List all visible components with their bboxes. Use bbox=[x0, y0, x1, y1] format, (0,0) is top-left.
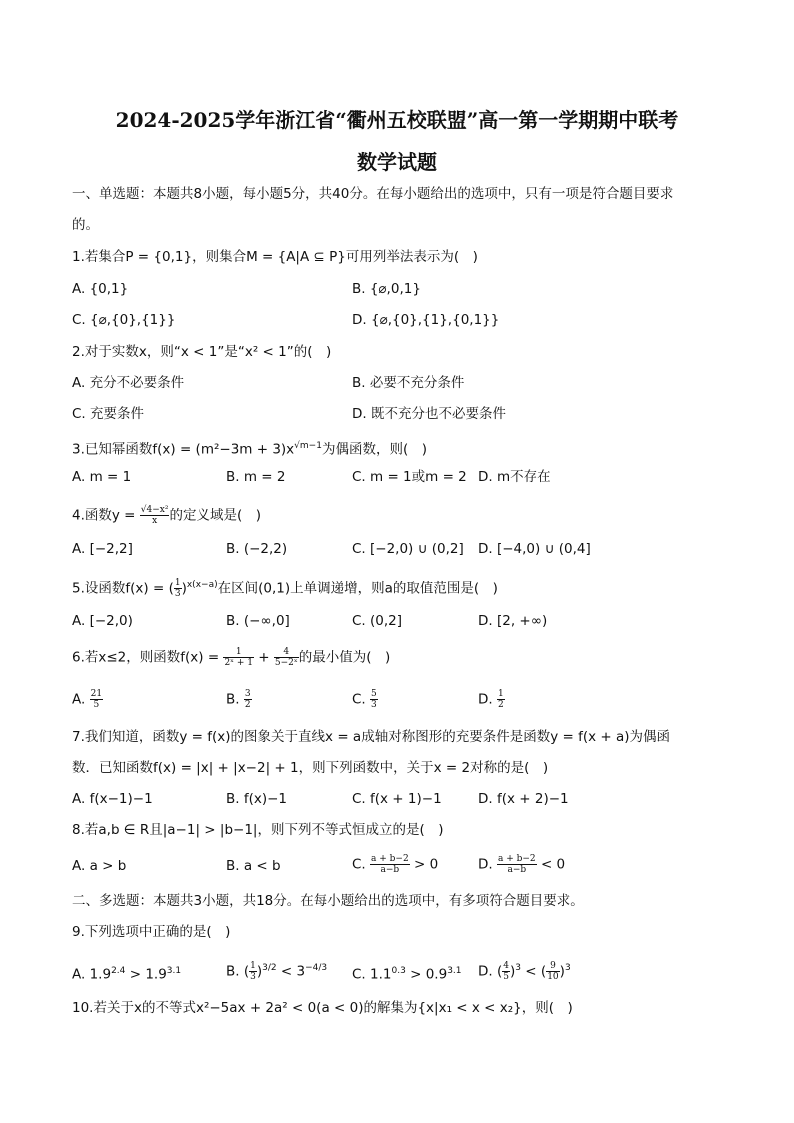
q7-option-a: A. f(x−1)−1 bbox=[72, 791, 153, 807]
q5-base bbox=[174, 578, 182, 599]
q5-option-a: A. [−2,0) bbox=[72, 613, 133, 629]
q9-d-label: D. bbox=[478, 963, 497, 980]
q9-a-exp2: 3.1 bbox=[166, 966, 182, 976]
q2-option-d: D. 既不充分也不必要条件 bbox=[352, 406, 506, 422]
q9-b-exp2: −4/3 bbox=[305, 963, 328, 973]
q5-stem-pre: 5.设函数f(x) = bbox=[72, 580, 169, 597]
q9-option-a bbox=[72, 961, 181, 985]
q9-d-rel: < bbox=[521, 963, 541, 980]
q7-option-c: C. f(x + 1)−1 bbox=[352, 791, 442, 807]
q9-d-den2: 10 bbox=[547, 972, 559, 982]
q9-d-frac1 bbox=[502, 961, 510, 982]
q9-b-den: 3 bbox=[250, 972, 256, 982]
q4-stem-pre: 4.函数y = bbox=[72, 507, 140, 524]
q8-option-d bbox=[478, 854, 565, 875]
q8-option-c bbox=[352, 854, 438, 875]
q8-c-frac bbox=[370, 854, 410, 875]
q6-stem-pre: 6.若x≤2，则函数f(x) = bbox=[72, 649, 224, 666]
q9-b-frac bbox=[249, 961, 257, 982]
q3-exponent: √m−1 bbox=[294, 441, 322, 451]
q8-d-rel: < 0 bbox=[536, 856, 566, 873]
q6-option-c bbox=[352, 689, 378, 710]
q6-b-frac bbox=[244, 689, 252, 710]
q8-c-label: C. bbox=[352, 856, 366, 873]
q9-a-exp1: 2.4 bbox=[111, 966, 126, 976]
q9-b-label: B. bbox=[226, 963, 244, 980]
q9-c-exp1: 0.3 bbox=[391, 966, 406, 976]
q3-stem bbox=[72, 436, 722, 460]
q9-a-label: A. bbox=[72, 966, 90, 983]
q5-base-den: 3 bbox=[174, 589, 181, 599]
q9-a-base1: 1.9 bbox=[89, 966, 112, 983]
q6-stem bbox=[72, 647, 722, 668]
q7-stem-line1: 7.我们知道，函数y = f(x)的图象关于直线x = a成轴对称图形的充要条件是函数y = f(x + a)为偶函 bbox=[72, 729, 671, 745]
q6-a-frac bbox=[90, 689, 103, 710]
q9-c-label: C. bbox=[352, 966, 371, 983]
q6-f1-den: 2ˣ + 1 bbox=[224, 658, 253, 668]
q5-option-d: D. [2, +∞) bbox=[478, 613, 548, 629]
q4-numerator: √4−x² bbox=[140, 505, 169, 515]
q6-a-den: 5 bbox=[93, 700, 100, 710]
q2-option-b: B. 必要不充分条件 bbox=[352, 375, 465, 391]
q3-stem-post: 为偶函数，则( ) bbox=[321, 441, 427, 458]
q2-stem: 2.对于实数x，则“x < 1”是“x² < 1”的( ) bbox=[72, 344, 332, 360]
q1-option-a: A. {0,1} bbox=[72, 281, 129, 297]
q9-option-c bbox=[352, 961, 462, 985]
q6-fraction-1 bbox=[223, 647, 254, 668]
q3-option-b: B. m = 2 bbox=[226, 469, 286, 485]
q2-option-c: C. 充要条件 bbox=[72, 406, 145, 422]
q6-f2-den: 5−2ˣ bbox=[274, 658, 298, 668]
q8-option-b: B. a < b bbox=[226, 858, 281, 874]
q6-c-num: 5 bbox=[371, 689, 377, 699]
q3-option-a: A. m = 1 bbox=[72, 469, 132, 485]
q7-option-d: D. f(x + 2)−1 bbox=[478, 791, 569, 807]
q9-a-base2: 1.9 bbox=[145, 966, 167, 983]
q6-f1-num: 1 bbox=[223, 647, 254, 658]
q9-d-num1: 4 bbox=[503, 961, 509, 971]
q9-option-b: B. ( $\frac{1}{3}$ )$^{3/2} < 3^{-4/3}$ bbox=[226, 961, 328, 982]
q3-stem-pre: 3.已知幂函数f(x) = (m²−3m + 3)x bbox=[72, 441, 295, 458]
q6-b-label: B. bbox=[226, 691, 240, 708]
q1-option-d: D. {⌀,{0},{1},{0,1}} bbox=[352, 312, 500, 328]
q9-option-d: D. ( $\frac{4}{5}$ )$^3$ < ( $\frac{9}{10}$ )$^3$ bbox=[478, 961, 571, 982]
q6-d-num: 1 bbox=[497, 689, 504, 699]
q7-option-b: B. f(x)−1 bbox=[226, 791, 288, 807]
q4-denominator: x bbox=[152, 516, 158, 526]
q6-c-frac bbox=[370, 689, 378, 710]
q7-stem-line2: 数．已知函数f(x) = |x| + |x−2| + 1，则下列函数中，关于x = 2对称的是( ) bbox=[72, 760, 549, 776]
q1-stem: 1.若集合P = {0,1}，则集合M = {A|A ⊆ P}可用列举法表示为( ) bbox=[72, 249, 478, 265]
q8-d-den: a−b bbox=[507, 865, 527, 875]
q6-option-b bbox=[226, 689, 252, 710]
q6-c-den: 3 bbox=[371, 700, 377, 710]
q10-stem: 10.若关于x的不等式x²−5ax + 2a² < 0(a < 0)的解集为{x|x₁ < x < x₂}，则( ) bbox=[72, 1000, 573, 1016]
page-title: 2024-2025学年浙江省“衢州五校联盟”高一第一学期期中联考 bbox=[115, 108, 679, 132]
q9-b-rel: < 3 bbox=[276, 963, 306, 980]
q8-c-rel: > 0 bbox=[409, 856, 439, 873]
q6-b-den: 2 bbox=[244, 700, 251, 710]
q5-option-b: B. (−∞,0] bbox=[226, 613, 290, 629]
q9-c-base1: 1.1 bbox=[370, 966, 392, 983]
q6-fraction-2 bbox=[274, 647, 299, 668]
q9-d-exp1: 3 bbox=[515, 963, 522, 973]
q1-option-b: B. {⌀,0,1} bbox=[352, 281, 421, 297]
q2-option-a: A. 充分不必要条件 bbox=[72, 375, 185, 391]
q9-d-exp2: 3 bbox=[564, 963, 571, 973]
q8-c-den: a−b bbox=[380, 865, 400, 875]
q8-option-a: A. a > b bbox=[72, 858, 127, 874]
q5-exponent: x(x−a) bbox=[186, 580, 218, 590]
q5-stem: 5.设函数f(x) = ( $\frac{1}{3}$ )$^{x(x-a)}$在区间(0,1)上单调递增，则a的取值范围是( ) bbox=[72, 578, 498, 599]
q9-c-rel: > 0.9 bbox=[405, 966, 448, 983]
q9-c-exp2: 3.1 bbox=[447, 966, 462, 976]
q8-stem: 8.若a,b ∈ R且|a−1| > |b−1|，则下列不等式恒成立的是( ) bbox=[72, 822, 444, 838]
q9-b-num: 1 bbox=[250, 961, 256, 971]
q8-c-num: a + b−2 bbox=[371, 854, 409, 864]
q9-d-den1: 5 bbox=[503, 972, 509, 982]
q3-option-c: C. m = 1或m = 2 bbox=[352, 469, 467, 485]
q3-option-d: D. m不存在 bbox=[478, 469, 551, 485]
q5-option-c: C. (0,2] bbox=[352, 613, 403, 629]
section2-header: 二、多选题：本题共3小题，共18分。在每小题给出的选项中，有多项符合题目要求。 bbox=[72, 893, 584, 909]
q6-b-num: 3 bbox=[244, 689, 251, 699]
q4-option-b: B. (−2,2) bbox=[226, 541, 288, 557]
section1-header-cont: 的。 bbox=[72, 217, 99, 233]
q4-option-d: D. [−4,0) ∪ (0,4] bbox=[478, 541, 591, 557]
q9-a-rel: > bbox=[125, 966, 146, 983]
q6-stem-post: 的最小值为( ) bbox=[298, 649, 391, 666]
q9-b-exp: 3/2 bbox=[262, 963, 277, 973]
section1-header: 一、单选题：本题共8小题，每小题5分，共40分。在每小题给出的选项中，只有一项是符合题目要求 bbox=[72, 186, 674, 202]
q6-a-label: A. bbox=[72, 691, 86, 708]
q6-d-label: D. bbox=[478, 691, 493, 708]
q5-stem-post: 在区间(0,1)上单调递增，则a的取值范围是( ) bbox=[217, 580, 498, 597]
q6-a-num: 21 bbox=[90, 689, 103, 699]
q6-c-label: C. bbox=[352, 691, 366, 708]
q8-d-frac bbox=[497, 854, 537, 875]
q8-d-label: D. bbox=[478, 856, 493, 873]
q6-f2-num: 4 bbox=[274, 647, 299, 658]
q6-option-a bbox=[72, 689, 103, 710]
q6-plus: + bbox=[253, 649, 274, 666]
q4-option-a: A. [−2,2] bbox=[72, 541, 133, 557]
q4-fraction bbox=[140, 505, 170, 526]
q9-d-frac2 bbox=[546, 961, 559, 982]
q9-d-num2: 9 bbox=[546, 961, 559, 972]
q6-d-den: 2 bbox=[497, 700, 504, 710]
q1-option-c: C. {⌀,{0},{1}} bbox=[72, 312, 176, 328]
page-subtitle: 数学试题 bbox=[357, 150, 437, 174]
q6-option-d bbox=[478, 689, 505, 710]
q4-option-c: C. [−2,0) ∪ (0,2] bbox=[352, 541, 464, 557]
q9-stem: 9.下列选项中正确的是( ) bbox=[72, 924, 231, 940]
q5-base-num: 1 bbox=[174, 578, 181, 588]
q4-stem-post: 的定义域是( ) bbox=[169, 507, 261, 524]
q6-d-frac bbox=[497, 689, 505, 710]
q8-d-num: a + b−2 bbox=[497, 854, 536, 864]
q4-stem bbox=[72, 505, 722, 526]
